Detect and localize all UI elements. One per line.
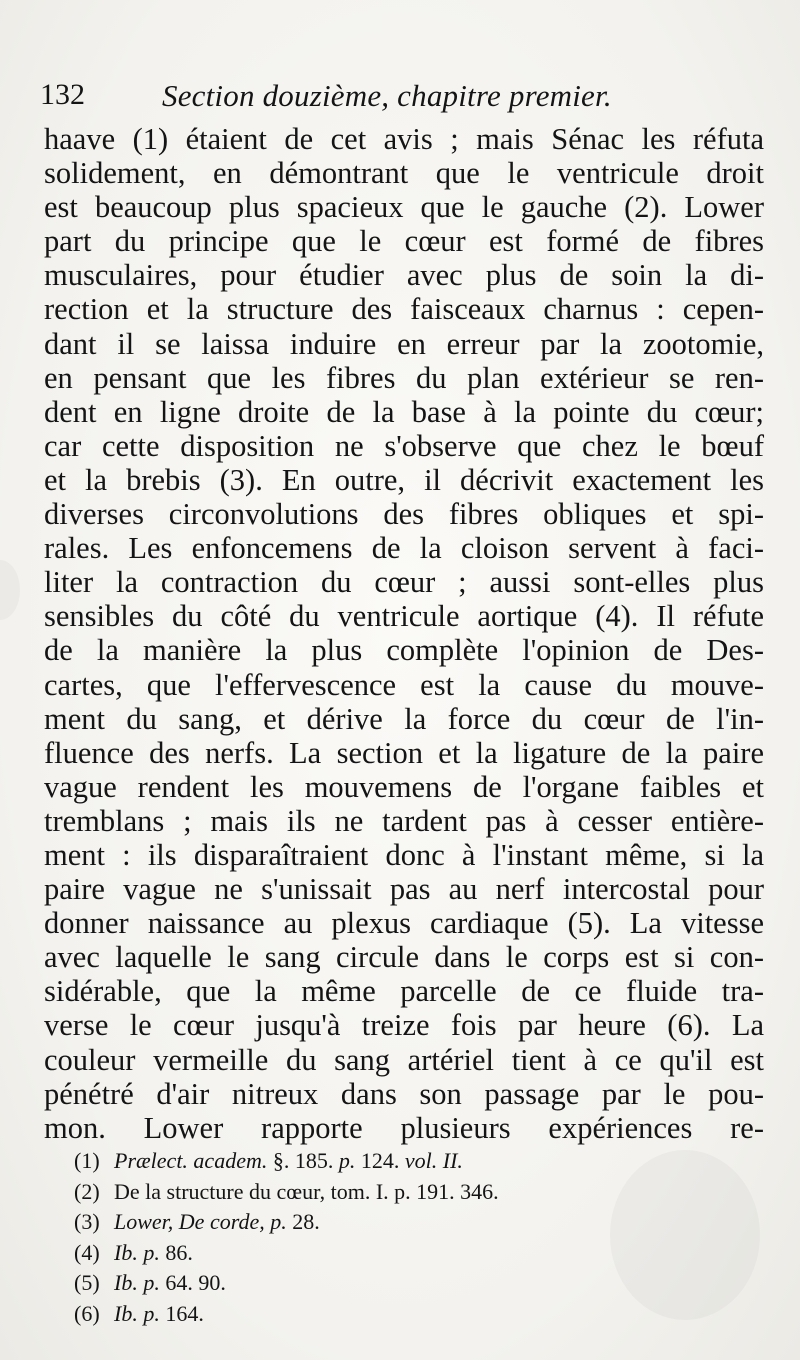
body-line: paire vague ne s'unissait pas au nerf intercostal pour (44, 872, 764, 907)
running-head: Section douzième, chapitre premier. (162, 78, 612, 113)
footnote-text: vol. II. (404, 1148, 463, 1173)
body-line: diverses circonvolutions des fibres obliques et spi- (44, 497, 764, 532)
footnote-marker: (2) (74, 1178, 100, 1204)
body-line: car cette disposition ne s'observe que chez le bœuf (44, 428, 764, 463)
body-line: part du principe que le cœur est formé de fibres (44, 224, 764, 259)
body-line: fluence des nerfs. La section et la ligature de la paire (44, 735, 764, 770)
footnote-marker: (6) (74, 1300, 100, 1326)
body-line: musculaires, pour étudier avec plus de soin la di- (44, 258, 764, 293)
footnote-text: 164. (159, 1300, 204, 1326)
footnote-text: Lower, De corde, p. (114, 1209, 287, 1235)
footnote-marker: (1) (74, 1148, 100, 1173)
body-line: couleur vermeille du sang artériel tient à ce qu'il est (44, 1042, 764, 1077)
footnote-text: 124. (355, 1148, 405, 1173)
body-line: haave (1) étaient de cet avis ; mais Sénac les réfuta (44, 122, 764, 156)
body-line: dant il se laissa induire en erreur par la zootomie, (44, 326, 764, 361)
footnote-text: Ib. p. (114, 1239, 160, 1265)
body-line: cartes, que l'effervescence est la cause du mouve- (44, 667, 764, 702)
footnote (74, 1207, 634, 1238)
footnote-text: Prælect. academ. (114, 1148, 268, 1173)
footnote-marker: (4) (74, 1239, 100, 1265)
body-line: en pensant que les fibres du plan extérieur se ren- (44, 360, 764, 395)
body-line: de la manière la plus complète l'opinion de Des- (44, 633, 764, 668)
body-text (44, 122, 764, 1145)
footnote-text: Ib. p. (114, 1270, 160, 1296)
body-line: donner naissance au plexus cardiaque (5). La vitesse (44, 906, 764, 941)
footnote-text: §. 185. (267, 1148, 339, 1173)
body-line: ment du sang, et dérive la force du cœur de l'in- (44, 701, 764, 736)
footnote-text: 86. (159, 1239, 193, 1265)
footnote-text: Ib. p. (114, 1300, 160, 1326)
body-line: sidérable, que la même parcelle de ce fluide tra- (44, 974, 764, 1009)
footnote (74, 1238, 634, 1269)
body-line: liter la contraction du cœur ; aussi sont-elles plus (44, 565, 764, 600)
footnotes (74, 1146, 634, 1330)
page-header (40, 78, 760, 118)
footnote (74, 1146, 634, 1177)
body-line: mon. Lower rapporte plusieurs expériences re- (44, 1110, 764, 1145)
footnote (74, 1299, 634, 1330)
body-line: sensibles du côté du ventricule aortique (4). Il réfute (44, 599, 764, 634)
body-line: avec laquelle le sang circule dans le corps est si con- (44, 940, 764, 975)
body-line: tremblans ; mais ils ne tardent pas à cesser entière- (44, 803, 764, 838)
footnote-text: De la structure du cœur, tom. I. p. 191. 346. (114, 1178, 499, 1204)
body-line: ment : ils disparaîtraient donc à l'instant même, si la (44, 837, 764, 872)
body-line: verse le cœur jusqu'à treize fois par heure (6). La (44, 1008, 764, 1043)
body-line: solidement, en démontrant que le ventricule droit (44, 156, 764, 191)
body-line: dent en ligne droite de la base à la pointe du cœur; (44, 394, 764, 429)
footnote-text: 64. 90. (159, 1270, 226, 1296)
footnote-marker: (5) (74, 1270, 100, 1296)
footnote-marker: (3) (74, 1209, 100, 1235)
body-line: pénétré d'air nitreux dans son passage par le pou- (44, 1076, 764, 1111)
page-number: 132 (40, 78, 85, 111)
body-line: vague rendent les mouvemens de l'organe faibles et (44, 769, 764, 804)
footnote (74, 1268, 634, 1299)
footnote-text: p. (338, 1148, 356, 1173)
paper-stain (0, 560, 20, 620)
body-line: rection et la structure des faisceaux charnus : cepen- (44, 292, 764, 327)
body-line: est beaucoup plus spacieux que le gauche (2). Lower (44, 190, 764, 225)
body-line: rales. Les enfoncemens de la cloison servent à faci- (44, 531, 764, 566)
footnote-text: 28. (286, 1209, 320, 1235)
footnote (74, 1177, 634, 1208)
body-line: et la brebis (3). En outre, il décrivit exactement les (44, 462, 764, 497)
